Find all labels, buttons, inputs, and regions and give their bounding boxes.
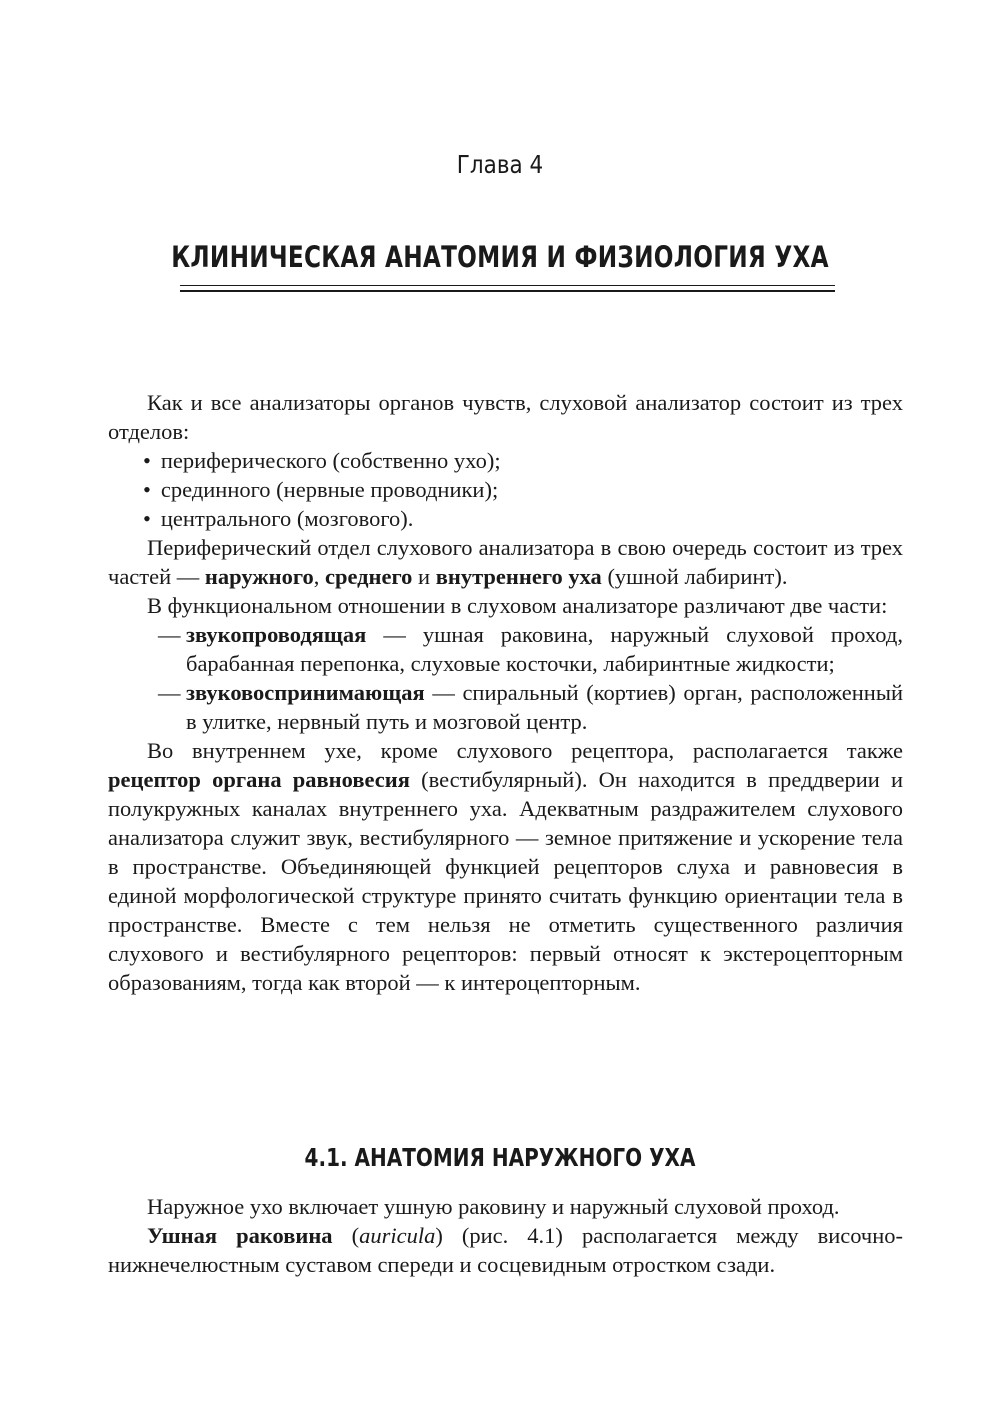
functional-parts-list bbox=[108, 620, 903, 736]
section-paragraph-1: Наружное ухо включает ушную раковину и наружный слуховой проход. bbox=[147, 1194, 840, 1219]
chapter-title: КЛИНИЧЕСКАЯ АНАТОМИЯ И ФИЗИОЛОГИЯ УХА bbox=[171, 240, 829, 274]
list-item: — звуковоспринимающая — спиральный (кортиев) орган, расположенный в улитке, нервный путь и мозговой центр. bbox=[158, 680, 903, 734]
analyzer-sections-list bbox=[108, 446, 903, 533]
section-text bbox=[108, 1192, 903, 1279]
intro-paragraph-3: В функциональном отношении в слуховом анализаторе различают две части: bbox=[147, 593, 888, 618]
list-item: — звукопроводящая — ушная раковина, наружный слуховой проход, барабанная перепонка, слуховые косточки, лабиринтные жидкости; bbox=[158, 622, 903, 676]
intro-text bbox=[108, 388, 903, 997]
chapter-label: Глава 4 bbox=[456, 150, 544, 179]
section-paragraph-2: Ушная раковина (auricula) (рис. 4.1) располагается между височно-нижнечелюстным суставом спереди и сосцевидным отростком сзади. bbox=[108, 1223, 904, 1277]
list-item: • срединного (нервные проводники); bbox=[143, 475, 903, 504]
intro-paragraph-2: Периферический отдел слухового анализатора в свою очередь состоит из трех частей — наружного, среднего и внутреннего уха (ушной лабиринт). bbox=[108, 535, 903, 589]
list-item: • центрального (мозгового). bbox=[143, 504, 903, 533]
title-double-rule bbox=[180, 285, 835, 292]
intro-paragraph-1: Как и все анализаторы органов чувств, слуховой анализатор состоит из трех отделов: bbox=[108, 390, 903, 444]
list-item: • периферического (собственно ухо); bbox=[143, 446, 903, 475]
section-title: 4.1. АНАТОМИЯ НАРУЖНОГО УХА bbox=[304, 1143, 696, 1172]
intro-paragraph-4: Во внутреннем ухе, кроме слухового рецептора, располагается также рецептор органа равновесия (вестибулярный). Он находится в преддверии и полукружных каналах внутреннего уха. Адекватным раздражителем слухового анализатора служит звук, вестибулярного — земное притяжение и ускорение тела в пространстве. Объединяющей функцией рецепторов слуха и равновесия в единой морфологической структуре принято считать функцию ориентации тела в пространстве. Вместе с тем нельзя не отметить существенного различия слухового и вестибулярного рецепторов: первый относят к экстероцепторным образованиям, тогда как второй — к интероцепторным. bbox=[108, 738, 904, 995]
